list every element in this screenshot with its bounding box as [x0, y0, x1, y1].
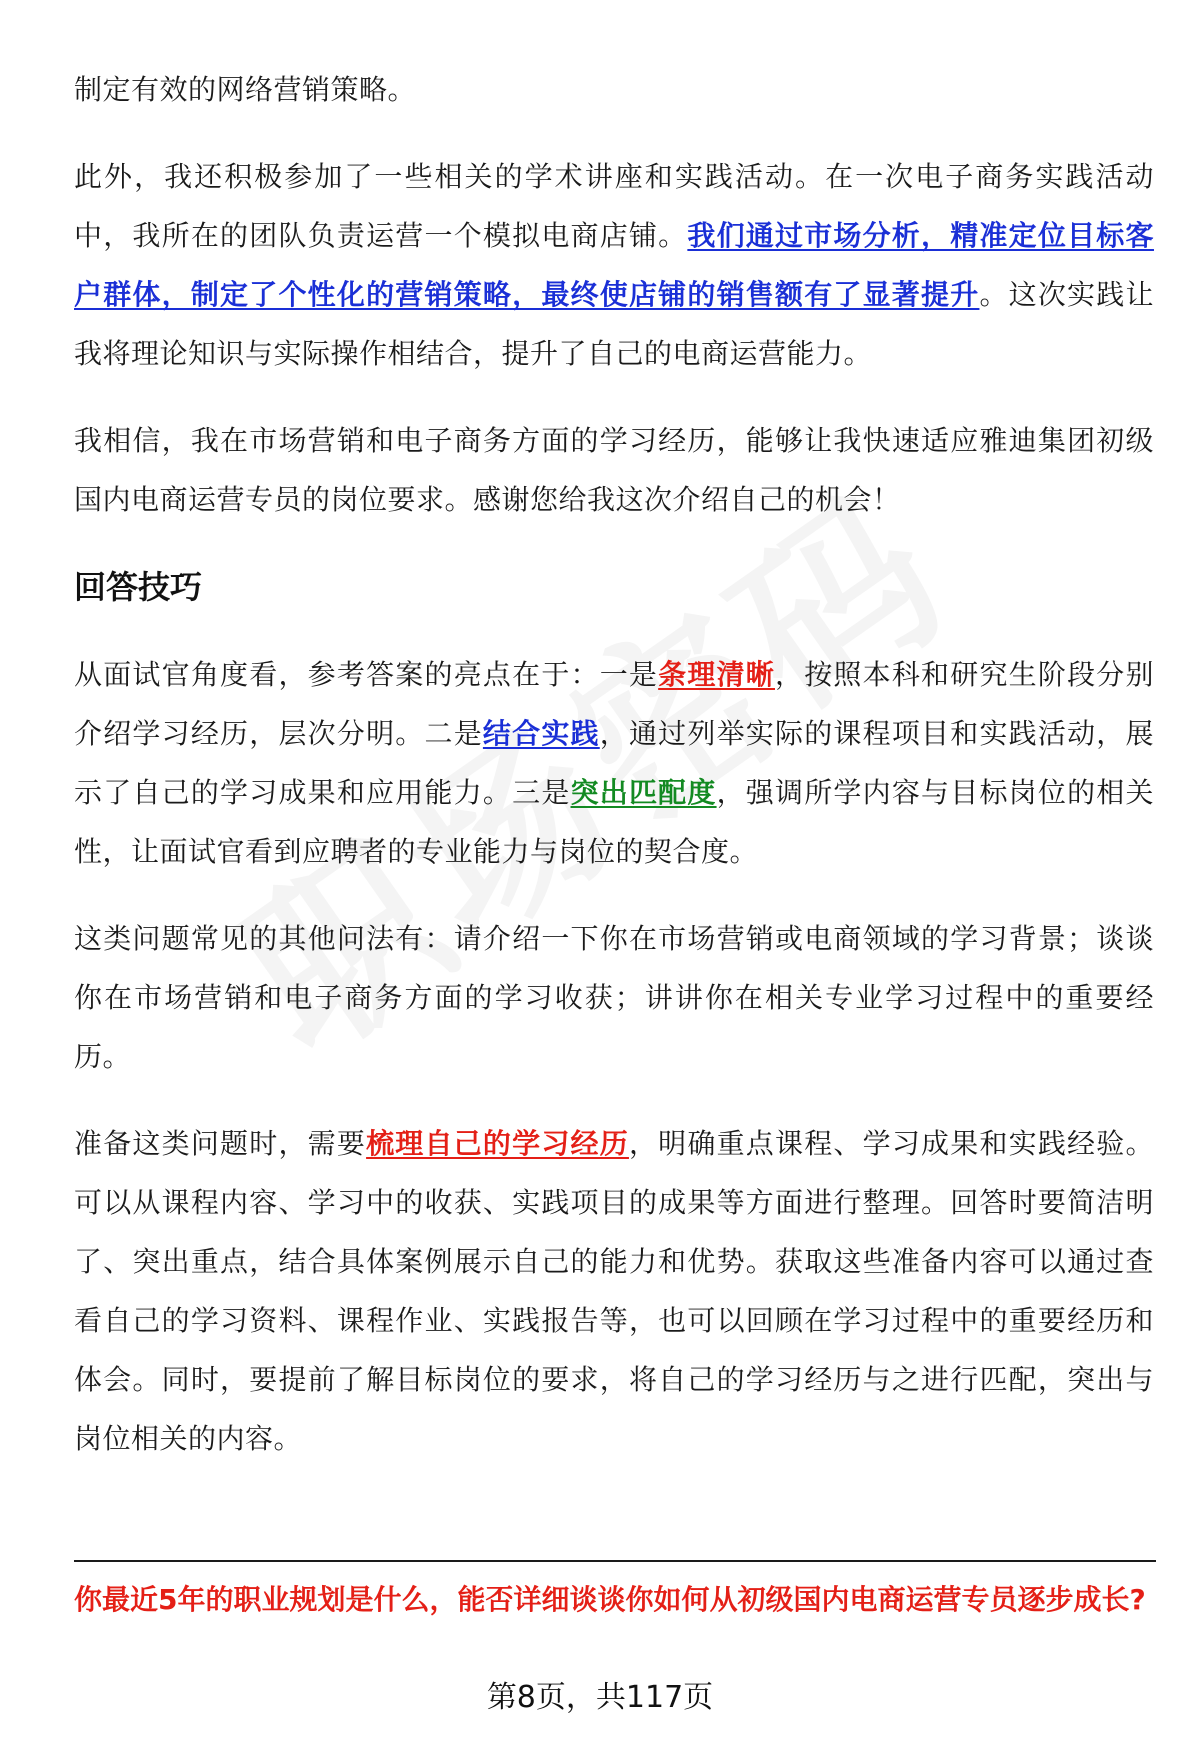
tips-paragraph-2 [74, 909, 1154, 1086]
paragraph-text: 。这次实践让我将理论知识与实际操作相结合，提升了自己的电商运营能力。 [74, 278, 1154, 370]
paragraph-text: 我相信，我在市场营销和电子商务方面的学习经历，能够让我快速适应雅迪集团初级国内电商运营专员的岗位要求。感谢您给我这次介绍自己的机会！ [74, 424, 1154, 516]
paragraph-text: 制定有效的网络营销策略。 [74, 73, 417, 106]
highlight-red-text: 条理清晰 [658, 658, 775, 691]
paragraph-text: 这类问题常见的其他问法有：请介绍一下你在市场营销或电商领域的学习背景；谈谈你在市场营销和电子商务方面的学习收获；讲讲你在相关专业学习过程中的重要经历。 [74, 922, 1154, 1073]
paragraph-text: 从面试官角度看，参考答案的亮点在于：一是 [74, 658, 659, 691]
highlight-green-text: 突出匹配度 [570, 776, 717, 809]
section-title-answer-tips: 回答技巧 [74, 568, 203, 606]
highlight-blue-text: 结合实践 [482, 717, 600, 750]
paragraph-text: 此外，我还积极参加了一些相关的学术讲座和实践活动。在一次电子商务实践活动中，我所在的团队负责运营一个模拟电商店铺。 [74, 160, 1154, 252]
paragraph-text: ，强调所学内容与目标岗位的相关性，让面试官看到应聘者的专业能力与岗位的契合度。 [74, 776, 1154, 868]
highlight-red-text: 梳理自己的学习经历 [366, 1127, 629, 1160]
paragraph-text: ，按照本科和研究生阶段分别介绍学习经历，层次分明。二是 [74, 658, 1154, 750]
main-content [74, 60, 1154, 1496]
highlight-blue-text: 我们通过市场分析，精准定位目标客户群体，制定了个性化的营销策略，最终使店铺的销售额有了显著提升 [74, 219, 1154, 311]
paragraph-text: 准备这类问题时，需要 [74, 1127, 367, 1160]
body-paragraph-1 [74, 60, 1154, 119]
tips-paragraph-1 [74, 645, 1154, 881]
page-number: 第8页，共117页 [486, 1680, 714, 1715]
next-question-heading: 你最近5年的职业规划是什么，能否详细谈谈你如何从初级国内电商运营专员逐步成长? [74, 1583, 1146, 1616]
paragraph-text: ，通过列举实际的课程项目和实践活动，展示了自己的学习成果和应用能力。三是 [74, 717, 1154, 809]
body-paragraph-3 [74, 411, 1154, 529]
tips-paragraph-3 [74, 1114, 1154, 1468]
paragraph-text: ，明确重点课程、学习成果和实践经验。可以从课程内容、学习中的收获、实践项目的成果等方面进行整理。回答时要简洁明了、突出重点，结合具体案例展示自己的能力和优势。获取这些准备内容可以通过查看自己的学习资料、课程作业、实践报告等，也可以回顾在学习过程中的重要经历和体会。同时，要提前了解目标岗位的要求，将自己的学习经历与之进行匹配，突出与岗位相关的内容。 [74, 1127, 1154, 1455]
body-paragraph-2 [74, 147, 1154, 383]
section-divider [74, 1560, 1156, 1562]
